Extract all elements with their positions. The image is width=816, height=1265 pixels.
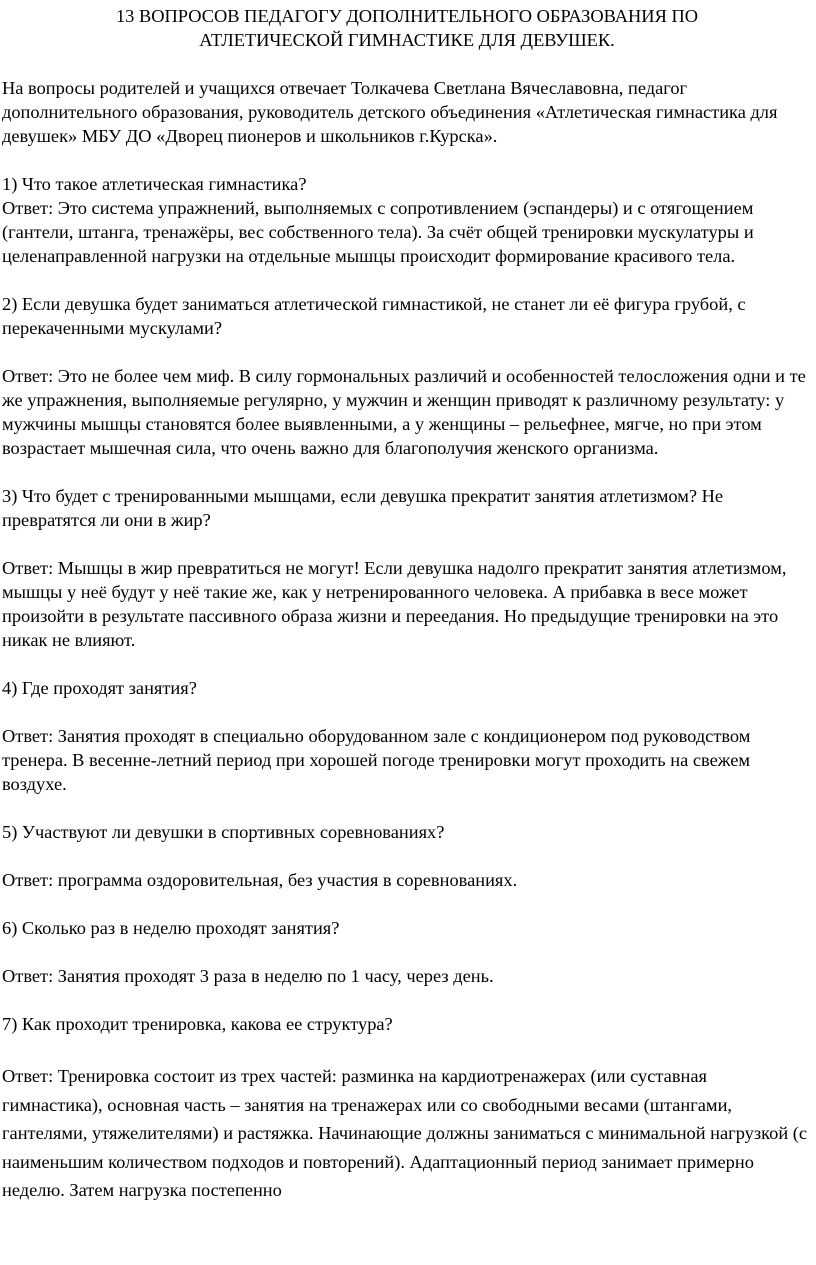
answer-1: Ответ: Это система упражнений, выполняемых с сопротивлением (эспандеры) и с отягощением (гантели, штанга, тренажёры, вес собственного тела). За счёт общей тренировки мускулатуры и целенаправленной нагрузки на отдельные мышцы происходит формирование красивого тела.: [2, 198, 754, 266]
answer-7: Ответ: Тренировка состоит из трех частей: разминка на кардиотренажерах (или суставная гимнастика), основная часть – занятия на тренажерах или со свободными весами (штангами, гантелями, утяжелителями) и растяжка. Начинающие должны заниматься с минимальной нагрузкой (с наименьшим количеством подходов и повторений). Адаптационный период занимает примерно неделю. Затем нагрузка постепенно: [2, 1066, 808, 1201]
answer-6: Ответ: Занятия проходят 3 раза в неделю по 1 часу, через день.: [2, 966, 494, 986]
question-5: 5) Участвуют ли девушки в спортивных соревнованиях?: [2, 822, 445, 842]
document-title: [2, 4, 812, 52]
answer-5: Ответ: программа оздоровительная, без участия в соревнованиях.: [2, 870, 518, 890]
question-7: 7) Как проходит тренировка, какова ее структура?: [2, 1014, 393, 1034]
title-line-1: 13 ВОПРОСОВ ПЕДАГОГУ ДОПОЛНИТЕЛЬНОГО ОБРАЗОВАНИЯ ПО: [115, 6, 699, 26]
document-page: [2, 4, 812, 1205]
question-6: 6) Сколько раз в неделю проходят занятия?: [2, 918, 340, 938]
answer-2: Ответ: Это не более чем миф. В силу гормональных различий и особенностей телосложения одни и те же упражнения, выполняемые регулярно, у мужчин и женщин приводят к различному результату: у мужчины мышцы становятся более выявленными, а у женщины – рельефнее, мягче, но при этом возрастает мышечная сила, что очень важно для благополучия женского организма.: [2, 366, 806, 458]
answer-3: Ответ: Мышцы в жир превратиться не могут! Если девушка надолго прекратит занятия атлетизмом, мышцы у неё будут у неё такие же, как у нетренированного человека. А прибавка в весе может произойти в результате пассивного образа жизни и переедания. Но предыдущие тренировки на это никак не влияют.: [2, 558, 787, 650]
intro-paragraph: На вопросы родителей и учащихся отвечает Толкачева Светлана Вячеславовна, педагог дополнительного образования, руководитель детского объединения «Атлетическая гимнастика для девушек» МБУ ДО «Дворец пионеров и школьников г.Курска».: [2, 78, 778, 146]
answer-4: Ответ: Занятия проходят в специально оборудованном зале с кондиционером под руководством тренера. В весенне-летний период при хорошей погоде тренировки могут проходить на свежем воздухе.: [2, 726, 751, 794]
question-1: 1) Что такое атлетическая гимнастика?: [2, 174, 307, 194]
title-line-2: АТЛЕТИЧЕСКОЙ ГИМНАСТИКЕ ДЛЯ ДЕВУШЕК.: [199, 30, 615, 50]
question-3: 3) Что будет с тренированными мышцами, если девушка прекратит занятия атлетизмом? Не превратятся ли они в жир?: [2, 486, 724, 530]
question-2: 2) Если девушка будет заниматься атлетической гимнастикой, не станет ли её фигура грубой, с перекаченными мускулами?: [2, 294, 746, 338]
question-4: 4) Где проходят занятия?: [2, 678, 197, 698]
